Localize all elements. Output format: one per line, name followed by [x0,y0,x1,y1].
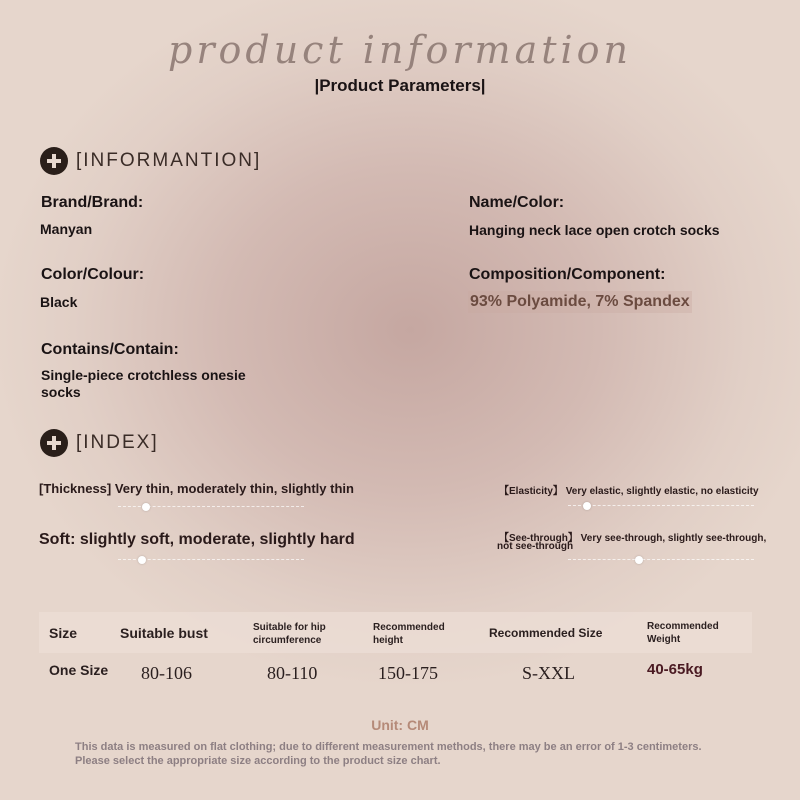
see-through-scale [568,556,754,564]
name-label: Name/Color: [469,194,565,211]
note-line1: This data is measured on flat clothing; due to different measurement methods, there may be an error of 1-3 centimeters. [75,741,702,753]
info-section-title: [INFORMANTION] [76,150,262,171]
soft-text: Soft: slightly soft, moderate, slightly hard [39,531,355,548]
composition-label: Composition/Component: [469,266,666,283]
th-size: Size [49,625,78,641]
measurement-note [75,740,775,768]
see-through-text-line2: not see-through [497,541,574,552]
th-height-line2: height [373,635,403,646]
thickness-scale [118,503,304,511]
th-hip-line1: Suitable for hip [253,622,326,633]
th-weight-line2: Weight [647,634,681,645]
info-section-header [40,147,261,175]
elasticity-scale [568,502,754,510]
contains-value-line1: Single-piece crotchless onesie [41,367,246,383]
th-recommended-size: Recommended Size [489,626,603,640]
name-value: Hanging neck lace open crotch socks [469,222,720,238]
th-hip-line2: circumference [253,635,322,646]
brand-value: Manyan [40,221,93,237]
table-row [39,653,752,693]
elasticity-text: 【Elasticity】 Very elastic, slightly elastic, no elasticity [499,486,759,497]
soft-scale [118,556,304,564]
composition-value: 93% Polyamide, 7% Spandex [468,291,692,313]
color-label: Color/Colour: [41,266,145,283]
color-value: Black [40,294,78,310]
th-weight-line1: Recommended [647,621,719,632]
see-through-text-line1: 【See-through】 Very see-through, slightly see-through, [499,533,767,544]
index-section-header [40,429,159,457]
script-title: product information [168,28,632,72]
note-line2: Please select the appropriate size according to the product size chart. [75,755,441,767]
th-bust: Suitable bust [120,625,208,641]
td-recommended-size: S-XXL [522,663,575,683]
elasticity-indicator [583,502,591,510]
brand-label: Brand/Brand: [41,194,144,211]
size-table-header [39,612,752,653]
page-subtitle: |Product Parameters| [314,76,486,95]
thickness-indicator [142,503,150,511]
td-hip: 80-110 [267,663,318,683]
td-bust: 80-106 [141,663,192,683]
contains-value-line2: socks [41,384,81,400]
soft-indicator [138,556,146,564]
td-size: One Size [49,662,109,678]
index-section-title: [INDEX] [76,432,159,453]
see-through-indicator [635,556,643,564]
td-height: 150-175 [378,663,438,683]
th-height-line1: Recommended [373,622,445,633]
unit-label: Unit: CM [371,717,429,733]
td-weight: 40-65kg [647,661,703,678]
thickness-text: [Thickness] Very thin, moderately thin, slightly thin [39,481,354,496]
plus-circle-icon [40,147,68,175]
plus-circle-icon [40,429,68,457]
contains-label: Contains/Contain: [41,341,179,358]
